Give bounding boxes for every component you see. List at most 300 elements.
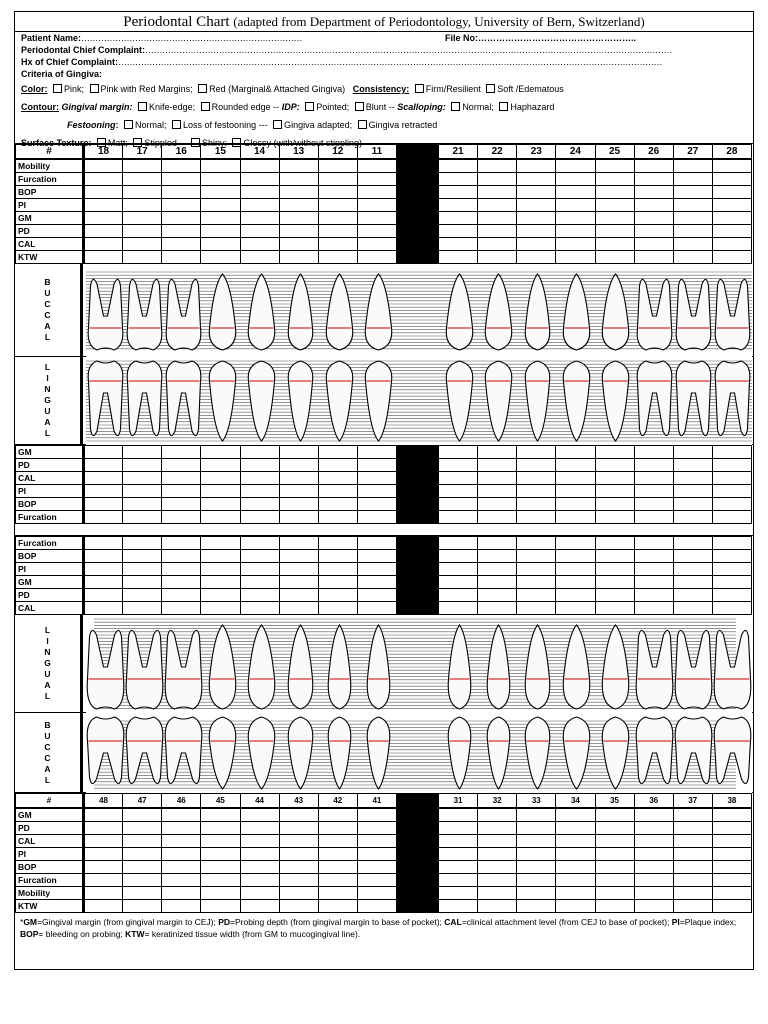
- measure-cell[interactable]: [123, 511, 162, 524]
- measure-cell[interactable]: [162, 537, 201, 550]
- measure-cell[interactable]: [478, 498, 517, 511]
- measure-cell[interactable]: [162, 225, 201, 238]
- measure-cell[interactable]: [162, 511, 201, 524]
- measure-cell[interactable]: [84, 848, 123, 861]
- measure-cell[interactable]: [478, 225, 517, 238]
- measure-cell[interactable]: [318, 602, 357, 615]
- measure-cell[interactable]: [279, 550, 318, 563]
- measure-cell[interactable]: [517, 173, 556, 186]
- measure-cell[interactable]: [201, 511, 240, 524]
- measure-cell[interactable]: [673, 576, 712, 589]
- measure-cell[interactable]: [162, 472, 201, 485]
- measure-cell[interactable]: [201, 446, 240, 459]
- measure-cell[interactable]: [240, 446, 279, 459]
- measure-cell[interactable]: [240, 848, 279, 861]
- measure-cell[interactable]: [240, 537, 279, 550]
- measure-cell[interactable]: [357, 809, 396, 822]
- measure-cell[interactable]: [634, 225, 673, 238]
- measure-cell[interactable]: [201, 602, 240, 615]
- measure-cell[interactable]: [556, 446, 595, 459]
- measure-cell[interactable]: [318, 459, 357, 472]
- measure-cell[interactable]: [712, 835, 751, 848]
- measure-cell[interactable]: [634, 251, 673, 264]
- measure-cell[interactable]: [201, 251, 240, 264]
- measure-cell[interactable]: [478, 900, 517, 913]
- measure-cell[interactable]: [595, 809, 634, 822]
- measure-cell[interactable]: [318, 809, 357, 822]
- checkbox-soft[interactable]: [486, 84, 495, 93]
- measure-cell[interactable]: [201, 861, 240, 874]
- measure-cell[interactable]: [318, 887, 357, 900]
- measure-cell[interactable]: [712, 550, 751, 563]
- checkbox-firm[interactable]: [415, 84, 424, 93]
- measure-cell[interactable]: [478, 822, 517, 835]
- measure-cell[interactable]: [517, 485, 556, 498]
- measure-cell[interactable]: [634, 472, 673, 485]
- measure-cell[interactable]: [123, 173, 162, 186]
- measure-cell[interactable]: [595, 238, 634, 251]
- measure-cell[interactable]: [712, 822, 751, 835]
- measure-cell[interactable]: [595, 160, 634, 173]
- measure-cell[interactable]: [240, 861, 279, 874]
- measure-cell[interactable]: [673, 459, 712, 472]
- measure-cell[interactable]: [439, 485, 478, 498]
- measure-cell[interactable]: [357, 563, 396, 576]
- measure-cell[interactable]: [439, 861, 478, 874]
- measure-cell[interactable]: [556, 186, 595, 199]
- measure-cell[interactable]: [240, 602, 279, 615]
- measure-cell[interactable]: [556, 887, 595, 900]
- measure-cell[interactable]: [240, 485, 279, 498]
- measure-cell[interactable]: [478, 459, 517, 472]
- checkbox-red[interactable]: [198, 84, 207, 93]
- measure-cell[interactable]: [712, 238, 751, 251]
- measure-cell[interactable]: [634, 212, 673, 225]
- measure-cell[interactable]: [357, 199, 396, 212]
- measure-cell[interactable]: [240, 212, 279, 225]
- measure-cell[interactable]: [279, 900, 318, 913]
- measure-cell[interactable]: [712, 563, 751, 576]
- measure-cell[interactable]: [240, 186, 279, 199]
- measure-cell[interactable]: [240, 225, 279, 238]
- measure-cell[interactable]: [556, 485, 595, 498]
- measure-cell[interactable]: [634, 550, 673, 563]
- measure-cell[interactable]: [517, 537, 556, 550]
- measure-cell[interactable]: [162, 238, 201, 251]
- measure-cell[interactable]: [595, 251, 634, 264]
- measure-cell[interactable]: [84, 186, 123, 199]
- measure-cell[interactable]: [712, 874, 751, 887]
- measure-cell[interactable]: [240, 900, 279, 913]
- measure-cell[interactable]: [123, 186, 162, 199]
- checkbox-loss-festooning[interactable]: [172, 120, 181, 129]
- measure-cell[interactable]: [357, 576, 396, 589]
- measure-cell[interactable]: [517, 835, 556, 848]
- measure-cell[interactable]: [201, 887, 240, 900]
- measure-cell[interactable]: [517, 511, 556, 524]
- measure-cell[interactable]: [517, 498, 556, 511]
- measure-cell[interactable]: [162, 861, 201, 874]
- measure-cell[interactable]: [201, 173, 240, 186]
- measure-cell[interactable]: [240, 874, 279, 887]
- file-no-line[interactable]: File No:……………………………………………..: [445, 33, 637, 43]
- measure-cell[interactable]: [712, 225, 751, 238]
- measure-cell[interactable]: [318, 485, 357, 498]
- measure-cell[interactable]: [318, 550, 357, 563]
- measure-cell[interactable]: [595, 173, 634, 186]
- measure-cell[interactable]: [634, 446, 673, 459]
- measure-cell[interactable]: [84, 225, 123, 238]
- measure-cell[interactable]: [84, 446, 123, 459]
- measure-cell[interactable]: [279, 848, 318, 861]
- measure-cell[interactable]: [439, 199, 478, 212]
- measure-cell[interactable]: [162, 602, 201, 615]
- measure-cell[interactable]: [517, 809, 556, 822]
- measure-cell[interactable]: [201, 212, 240, 225]
- measure-cell[interactable]: [439, 537, 478, 550]
- measure-cell[interactable]: [279, 835, 318, 848]
- measure-cell[interactable]: [673, 602, 712, 615]
- measure-cell[interactable]: [357, 602, 396, 615]
- measure-cell[interactable]: [517, 459, 556, 472]
- measure-cell[interactable]: [162, 576, 201, 589]
- checkbox-scalloping-normal[interactable]: [451, 102, 460, 111]
- measure-cell[interactable]: [673, 822, 712, 835]
- measure-cell[interactable]: [595, 199, 634, 212]
- measure-cell[interactable]: [201, 498, 240, 511]
- measure-cell[interactable]: [84, 809, 123, 822]
- measure-cell[interactable]: [439, 835, 478, 848]
- measure-cell[interactable]: [556, 602, 595, 615]
- measure-cell[interactable]: [634, 602, 673, 615]
- measure-cell[interactable]: [357, 822, 396, 835]
- measure-cell[interactable]: [357, 835, 396, 848]
- measure-cell[interactable]: [712, 485, 751, 498]
- measure-cell[interactable]: [84, 459, 123, 472]
- measure-cell[interactable]: [84, 212, 123, 225]
- measure-cell[interactable]: [439, 472, 478, 485]
- measure-cell[interactable]: [84, 238, 123, 251]
- measure-cell[interactable]: [201, 874, 240, 887]
- measure-cell[interactable]: [201, 822, 240, 835]
- measure-cell[interactable]: [517, 874, 556, 887]
- measure-cell[interactable]: [318, 589, 357, 602]
- measure-cell[interactable]: [439, 900, 478, 913]
- measure-cell[interactable]: [478, 186, 517, 199]
- measure-cell[interactable]: [439, 498, 478, 511]
- measure-cell[interactable]: [279, 822, 318, 835]
- measure-cell[interactable]: [478, 199, 517, 212]
- measure-cell[interactable]: [673, 251, 712, 264]
- measure-cell[interactable]: [439, 225, 478, 238]
- measure-cell[interactable]: [162, 835, 201, 848]
- measure-cell[interactable]: [712, 576, 751, 589]
- measure-cell[interactable]: [634, 537, 673, 550]
- measure-cell[interactable]: [673, 589, 712, 602]
- patient-name-line[interactable]: Patient Name:……………………………………………………………………: [21, 33, 303, 43]
- measure-cell[interactable]: [556, 861, 595, 874]
- measure-cell[interactable]: [123, 225, 162, 238]
- measure-cell[interactable]: [318, 199, 357, 212]
- measure-cell[interactable]: [634, 576, 673, 589]
- measure-cell[interactable]: [673, 900, 712, 913]
- measure-cell[interactable]: [478, 887, 517, 900]
- measure-cell[interactable]: [162, 459, 201, 472]
- measure-cell[interactable]: [357, 861, 396, 874]
- measure-cell[interactable]: [162, 251, 201, 264]
- measure-cell[interactable]: [84, 874, 123, 887]
- measure-cell[interactable]: [240, 199, 279, 212]
- measure-cell[interactable]: [556, 173, 595, 186]
- measure-cell[interactable]: [556, 809, 595, 822]
- measure-cell[interactable]: [318, 848, 357, 861]
- measure-cell[interactable]: [84, 589, 123, 602]
- measure-cell[interactable]: [556, 835, 595, 848]
- measure-cell[interactable]: [634, 199, 673, 212]
- measure-cell[interactable]: [439, 238, 478, 251]
- measure-cell[interactable]: [84, 822, 123, 835]
- measure-cell[interactable]: [240, 472, 279, 485]
- measure-cell[interactable]: [318, 186, 357, 199]
- measure-cell[interactable]: [634, 887, 673, 900]
- measure-cell[interactable]: [634, 160, 673, 173]
- measure-cell[interactable]: [201, 199, 240, 212]
- measure-cell[interactable]: [517, 472, 556, 485]
- measure-cell[interactable]: [712, 212, 751, 225]
- measure-cell[interactable]: [439, 459, 478, 472]
- measure-cell[interactable]: [517, 848, 556, 861]
- measure-cell[interactable]: [439, 822, 478, 835]
- measure-cell[interactable]: [318, 822, 357, 835]
- measure-cell[interactable]: [556, 212, 595, 225]
- measure-cell[interactable]: [673, 537, 712, 550]
- measure-cell[interactable]: [162, 848, 201, 861]
- measure-cell[interactable]: [279, 238, 318, 251]
- measure-cell[interactable]: [517, 186, 556, 199]
- measure-cell[interactable]: [595, 822, 634, 835]
- measure-cell[interactable]: [357, 498, 396, 511]
- measure-cell[interactable]: [123, 576, 162, 589]
- measure-cell[interactable]: [357, 446, 396, 459]
- measure-cell[interactable]: [556, 537, 595, 550]
- measure-cell[interactable]: [712, 537, 751, 550]
- measure-cell[interactable]: [240, 173, 279, 186]
- measure-cell[interactable]: [439, 511, 478, 524]
- measure-cell[interactable]: [123, 485, 162, 498]
- measure-cell[interactable]: [556, 251, 595, 264]
- measure-cell[interactable]: [517, 822, 556, 835]
- measure-cell[interactable]: [517, 887, 556, 900]
- measure-cell[interactable]: [712, 251, 751, 264]
- measure-cell[interactable]: [357, 589, 396, 602]
- measure-cell[interactable]: [673, 212, 712, 225]
- measure-cell[interactable]: [240, 238, 279, 251]
- measure-cell[interactable]: [357, 887, 396, 900]
- measure-cell[interactable]: [517, 550, 556, 563]
- measure-cell[interactable]: [162, 160, 201, 173]
- measure-cell[interactable]: [318, 212, 357, 225]
- measure-cell[interactable]: [595, 576, 634, 589]
- measure-cell[interactable]: [318, 563, 357, 576]
- measure-cell[interactable]: [201, 589, 240, 602]
- measure-cell[interactable]: [279, 459, 318, 472]
- measure-cell[interactable]: [478, 446, 517, 459]
- measure-cell[interactable]: [123, 602, 162, 615]
- measure-cell[interactable]: [556, 900, 595, 913]
- measure-cell[interactable]: [162, 589, 201, 602]
- measure-cell[interactable]: [162, 212, 201, 225]
- measure-cell[interactable]: [673, 809, 712, 822]
- measure-cell[interactable]: [517, 446, 556, 459]
- measure-cell[interactable]: [556, 589, 595, 602]
- measure-cell[interactable]: [478, 251, 517, 264]
- measure-cell[interactable]: [556, 225, 595, 238]
- measure-cell[interactable]: [201, 225, 240, 238]
- measure-cell[interactable]: [162, 498, 201, 511]
- measure-cell[interactable]: [357, 160, 396, 173]
- measure-cell[interactable]: [357, 511, 396, 524]
- measure-cell[interactable]: [240, 251, 279, 264]
- measure-cell[interactable]: [84, 251, 123, 264]
- measure-cell[interactable]: [279, 576, 318, 589]
- measure-cell[interactable]: [439, 212, 478, 225]
- measure-cell[interactable]: [201, 537, 240, 550]
- measure-cell[interactable]: [201, 472, 240, 485]
- measure-cell[interactable]: [357, 900, 396, 913]
- measure-cell[interactable]: [162, 199, 201, 212]
- measure-cell[interactable]: [318, 173, 357, 186]
- measure-cell[interactable]: [634, 822, 673, 835]
- measure-cell[interactable]: [595, 212, 634, 225]
- measure-cell[interactable]: [318, 511, 357, 524]
- measure-cell[interactable]: [240, 576, 279, 589]
- measure-cell[interactable]: [478, 602, 517, 615]
- measure-cell[interactable]: [162, 563, 201, 576]
- measure-cell[interactable]: [123, 550, 162, 563]
- measure-cell[interactable]: [439, 576, 478, 589]
- measure-cell[interactable]: [478, 550, 517, 563]
- measure-cell[interactable]: [595, 186, 634, 199]
- measure-cell[interactable]: [556, 511, 595, 524]
- measure-cell[interactable]: [240, 887, 279, 900]
- checkbox-haphazard[interactable]: [499, 102, 508, 111]
- measure-cell[interactable]: [673, 874, 712, 887]
- measure-cell[interactable]: [517, 563, 556, 576]
- measure-cell[interactable]: [240, 563, 279, 576]
- measure-cell[interactable]: [634, 874, 673, 887]
- measure-cell[interactable]: [517, 900, 556, 913]
- measure-cell[interactable]: [318, 835, 357, 848]
- measure-cell[interactable]: [123, 835, 162, 848]
- measure-cell[interactable]: [84, 887, 123, 900]
- measure-cell[interactable]: [279, 861, 318, 874]
- measure-cell[interactable]: [478, 472, 517, 485]
- checkbox-matt[interactable]: [97, 138, 106, 147]
- measure-cell[interactable]: [123, 537, 162, 550]
- measure-cell[interactable]: [279, 472, 318, 485]
- measure-cell[interactable]: [123, 212, 162, 225]
- measure-cell[interactable]: [240, 809, 279, 822]
- measure-cell[interactable]: [712, 199, 751, 212]
- measure-cell[interactable]: [123, 861, 162, 874]
- measure-cell[interactable]: [673, 563, 712, 576]
- measure-cell[interactable]: [123, 251, 162, 264]
- measure-cell[interactable]: [318, 576, 357, 589]
- measure-cell[interactable]: [279, 485, 318, 498]
- measure-cell[interactable]: [556, 550, 595, 563]
- measure-cell[interactable]: [595, 563, 634, 576]
- measure-cell[interactable]: [439, 173, 478, 186]
- measure-cell[interactable]: [357, 550, 396, 563]
- measure-cell[interactable]: [517, 576, 556, 589]
- measure-cell[interactable]: [634, 485, 673, 498]
- measure-cell[interactable]: [240, 822, 279, 835]
- measure-cell[interactable]: [123, 822, 162, 835]
- measure-cell[interactable]: [673, 472, 712, 485]
- measure-cell[interactable]: [478, 485, 517, 498]
- measure-cell[interactable]: [712, 887, 751, 900]
- measure-cell[interactable]: [279, 498, 318, 511]
- measure-cell[interactable]: [595, 900, 634, 913]
- measure-cell[interactable]: [201, 550, 240, 563]
- measure-cell[interactable]: [595, 472, 634, 485]
- measure-cell[interactable]: [84, 550, 123, 563]
- measure-cell[interactable]: [673, 199, 712, 212]
- measure-cell[interactable]: [84, 537, 123, 550]
- measure-cell[interactable]: [478, 589, 517, 602]
- measure-cell[interactable]: [595, 589, 634, 602]
- measure-cell[interactable]: [84, 160, 123, 173]
- measure-cell[interactable]: [201, 160, 240, 173]
- measure-cell[interactable]: [84, 835, 123, 848]
- measure-cell[interactable]: [84, 498, 123, 511]
- measure-cell[interactable]: [84, 199, 123, 212]
- measure-cell[interactable]: [712, 848, 751, 861]
- measure-cell[interactable]: [712, 861, 751, 874]
- measure-cell[interactable]: [357, 173, 396, 186]
- measure-cell[interactable]: [240, 160, 279, 173]
- measure-cell[interactable]: [439, 809, 478, 822]
- measure-cell[interactable]: [595, 835, 634, 848]
- measure-cell[interactable]: [478, 861, 517, 874]
- measure-cell[interactable]: [201, 835, 240, 848]
- measure-cell[interactable]: [240, 498, 279, 511]
- measure-cell[interactable]: [84, 472, 123, 485]
- measure-cell[interactable]: [123, 874, 162, 887]
- checkbox-gingiva-adapted[interactable]: [273, 120, 282, 129]
- measure-cell[interactable]: [162, 874, 201, 887]
- measure-cell[interactable]: [318, 861, 357, 874]
- measure-cell[interactable]: [478, 848, 517, 861]
- measure-cell[interactable]: [240, 550, 279, 563]
- measure-cell[interactable]: [279, 809, 318, 822]
- checkbox-pointed[interactable]: [305, 102, 314, 111]
- measure-cell[interactable]: [279, 446, 318, 459]
- measure-cell[interactable]: [84, 485, 123, 498]
- measure-cell[interactable]: [279, 887, 318, 900]
- measure-cell[interactable]: [162, 822, 201, 835]
- measure-cell[interactable]: [84, 602, 123, 615]
- measure-cell[interactable]: [673, 160, 712, 173]
- measure-cell[interactable]: [517, 861, 556, 874]
- measure-cell[interactable]: [84, 173, 123, 186]
- measure-cell[interactable]: [634, 589, 673, 602]
- measure-cell[interactable]: [634, 861, 673, 874]
- measure-cell[interactable]: [162, 887, 201, 900]
- measure-cell[interactable]: [439, 160, 478, 173]
- measure-cell[interactable]: [84, 576, 123, 589]
- measure-cell[interactable]: [439, 602, 478, 615]
